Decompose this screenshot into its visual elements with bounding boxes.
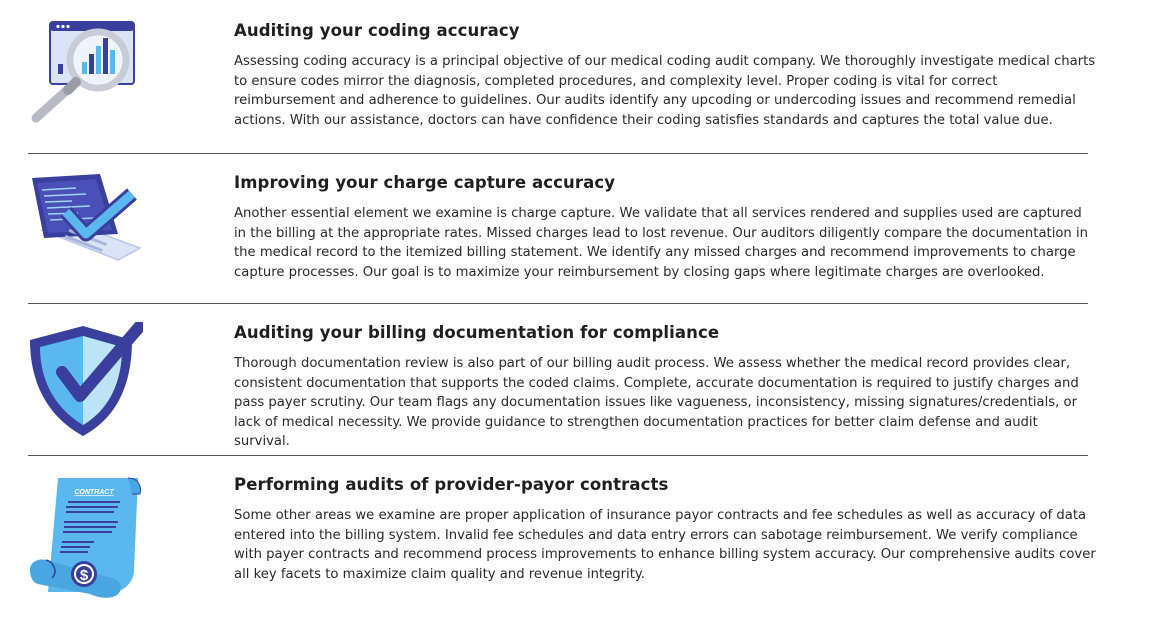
section-body: Some other areas we examine are proper application of insurance payor contracts and fee schedules as well as accuracy of data entered into the billing system. Invalid fee schedules and data entry errors can sabotage reimbursement. We verify compliance with payer contracts and recommend process improvements to enhance billing system accuracy. Our comprehensive audits cover all key facets to maximize claim quality and revenue integrity.	[234, 508, 1096, 582]
section-body: Assessing coding accuracy is a principal objective of our medical coding audit company. We thoroughly investigate medical charts to ensure codes mirror the diagnosis, completed procedures, and complexity level. Proper coding is vital for correct reimbursement and adherence to guidelines. Our audits identify any upcoding or undercoding issues and recommend remedial actions. With our assistance, doctors can have confidence their coding satisfies standards and captures the total value due.	[234, 54, 1096, 128]
laptop-checkmark-icon	[28, 172, 143, 302]
shield-checkmark-icon	[28, 322, 143, 452]
section-title: Performing audits of provider-payor contracts	[234, 475, 669, 494]
contract-label: CONTRACT	[74, 489, 114, 496]
section-title: Auditing your billing documentation for compliance	[234, 323, 720, 342]
section-divider	[28, 455, 1088, 456]
section-text	[234, 20, 1096, 130]
section-title: Improving your charge capture accuracy	[234, 173, 616, 192]
section-body: Another essential element we examine is charge capture. We validate that all services rendered and supplies used are captured in the billing at the appropriate rates. Missed charges lead to lost revenue. Our auditors diligently compare the documentation in the medical record to the itemized billing statement. We identify any missed charges and recommend improvements to charge capture processes. Our goal is to maximize your reimbursement by closing gaps where legitimate charges are overlooked.	[234, 206, 1088, 280]
svg-text:$: $	[79, 567, 89, 584]
magnifier-chart-icon	[28, 20, 143, 150]
section-text	[234, 322, 1096, 452]
section-text	[234, 474, 1096, 584]
section-title: Auditing your coding accuracy	[234, 21, 520, 40]
section-text	[234, 172, 1096, 282]
section-divider	[28, 153, 1088, 154]
section-divider	[28, 303, 1088, 304]
contract-scroll-icon	[28, 474, 143, 604]
section-body: Thorough documentation review is also part of our billing audit process. We assess whether the medical record provides clear, consistent documentation that supports the coded claims. Complete, accurate documentation is required to justify charges and pass payer scrutiny. Our team flags any documentation issues like vagueness, inconsistency, missing signatures/credentials, or lack of medical necessity. We provide guidance to strengthen documentation practices for better claim defense and audit survival.	[234, 356, 1079, 450]
